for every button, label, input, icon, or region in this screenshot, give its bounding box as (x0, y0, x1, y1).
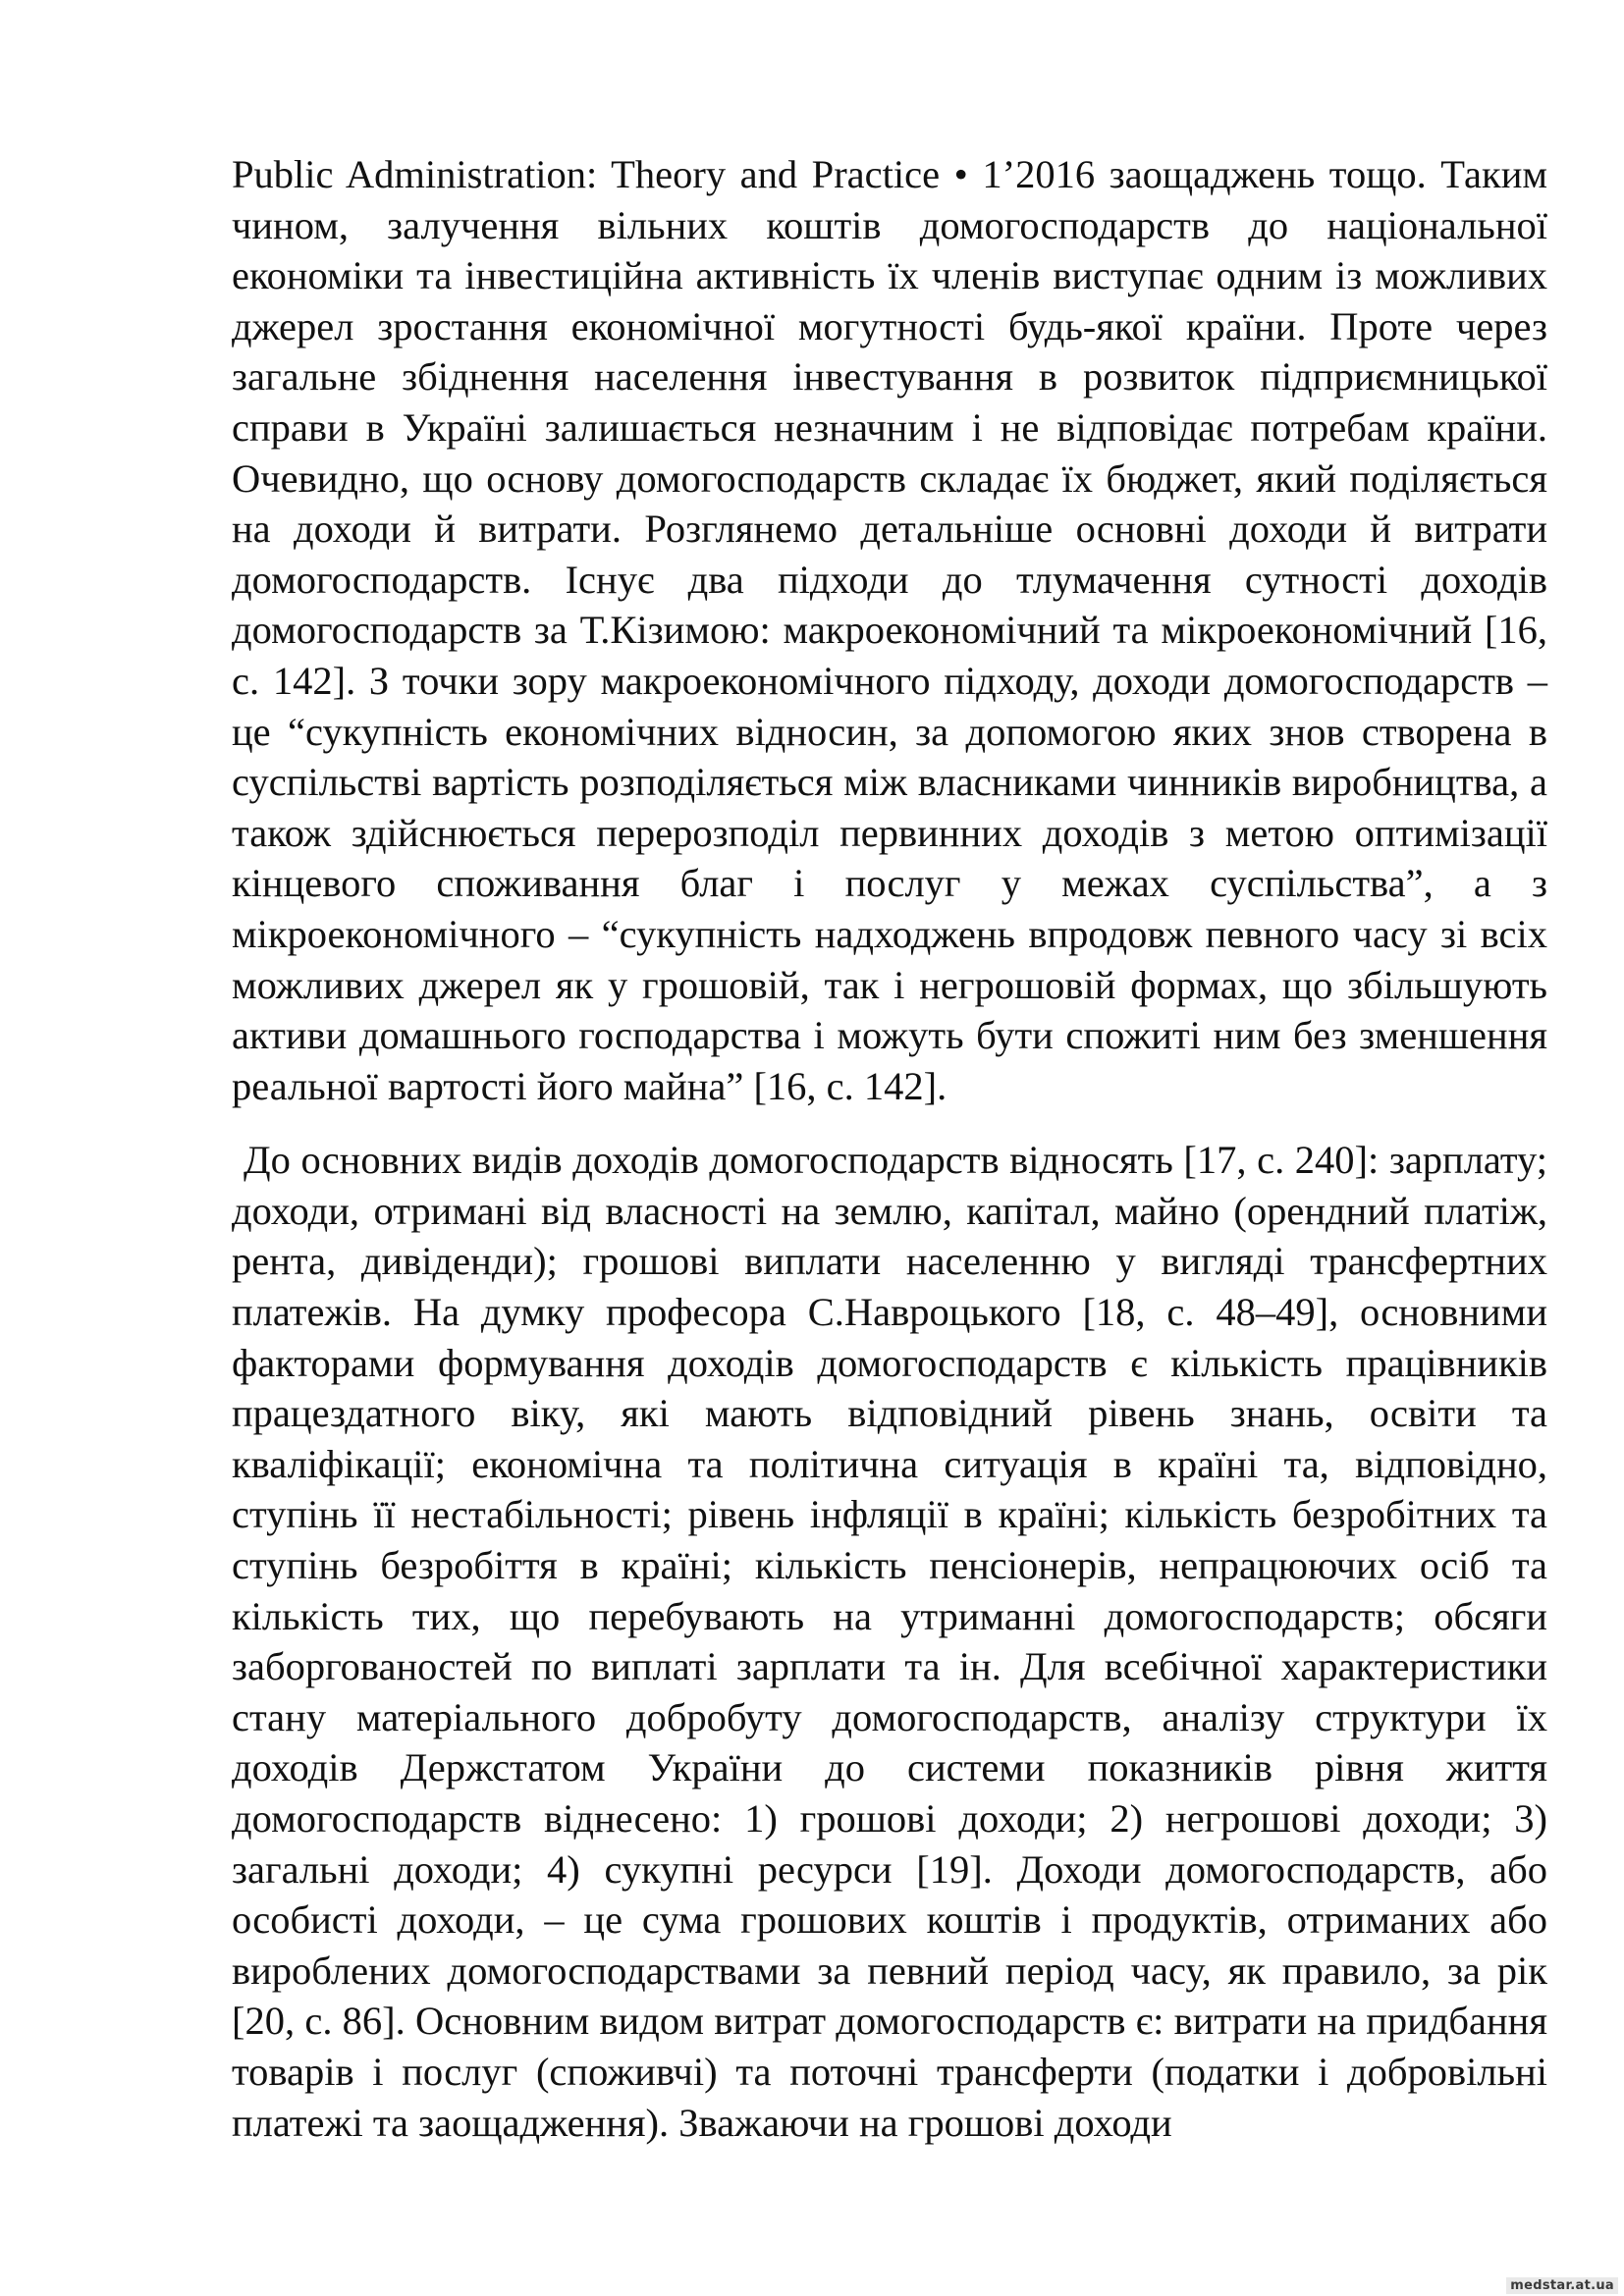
paragraph-household-income-types: До основних видів доходів домогосподарств відносять [17, с. 240]: зарплату; доходи, отримані від власності на землю, капітал, майно (орендний платіж, рента, дивіденди); грошові виплати населенню у вигляді трансфертних платежів. На думку професора С.Навроцького [18, с. 48–49], основними факторами формування доходів домогосподарств є кількість працівників працездатного віку, які мають відповідний рівень знань, освіти та кваліфікації; економічна та політична ситуація в країні та, відповідно, ступінь її нестабільності; рівень інфляції в країні; кількість безробітних та ступінь безробіття в країні; кількість пенсіонерів, непрацюючих осіб та кількість тих, що перебувають на утриманні домогосподарств; обсяги заборгованостей по виплаті зарплати та ін. Для всебічної характеристики стану матеріального добробуту домогосподарств, аналізу структури їх доходів Держстатом України до системи показників рівня життя домогосподарств віднесено: 1) грошові доходи; 2) негрошові доходи; 3) загальні доходи; 4) сукупні ресурси [19]. Доходи домогосподарств, або особисті доходи, – це сума грошових коштів і продуктів, отриманих або вироблених домогосподарствами за певний період часу, як правило, за рік [20, с. 86]. Основним видом витрат домогосподарств є: витрати на придбання товарів і послуг (споживчі) та поточні трансферти (податки і добровільні платежі та заощадження). Зважаючи на грошові доходи (232, 1138, 1547, 2145)
document-page (232, 149, 1547, 2148)
paragraph-household-income-approaches: Public Administration: Theory and Practice • 1’2016 заощаджень тощо. Таким чином, залучення вільних коштів домогосподарств до національної економіки та інвестиційна активність їх членів виступає одним із можливих джерел зростання економічної могутності будь-якої країни. Проте через загальне збіднення населення інвестування в розвиток підприємницької справи в Україні залишається незначним і не відповідає потребам країни. Очевидно, що основу домогосподарств складає їх бюджет, який поділяється на доходи й витрати. Розглянемо детальніше основні доходи й витрати домогосподарств. Існує два підходи до тлумачення сутності доходів домогосподарств за Т.Кізимою: макроекономічний та мікроекономічний [16, с. 142]. З точки зору макроекономічного підходу, доходи домогосподарств – це “сукупність економічних відносин, за допомогою яких знов створена в суспільстві вартість розподіляється між власниками чинників виробництва, а також здійснюється перерозподіл первинних доходів з метою оптимізації кінцевого споживання благ і послуг у межах суспільства”, а з мікроекономічного – “сукупність надходжень впродовж певного часу зі всіх можливих джерел як у грошовій, так і негрошовій формах, що збільшують активи домашнього господарства і можуть бути спожиті ним без зменшення реальної вартості його майна” [16, с. 142]. (232, 152, 1547, 1108)
site-watermark: medstar.at.ua (1506, 2277, 1618, 2294)
